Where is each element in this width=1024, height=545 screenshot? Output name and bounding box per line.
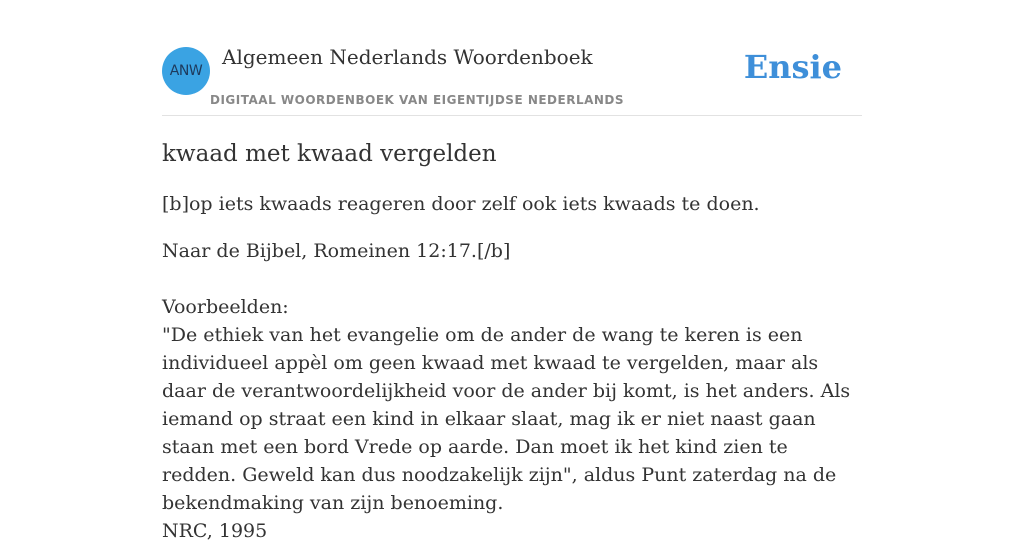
- entry-headword: kwaad met kwaad vergelden: [162, 141, 497, 167]
- ensie-brand-logo[interactable]: Ensie: [743, 48, 842, 86]
- site-title[interactable]: Algemeen Nederlands Woordenboek: [222, 45, 593, 69]
- anw-logo[interactable]: [162, 47, 210, 95]
- entry-definition: [b]op iets kwaads reageren door zelf ook iets kwaads te doen.: [162, 193, 760, 215]
- entry-source-note: Naar de Bijbel, Romeinen 12:17.[/b]: [162, 240, 511, 262]
- entry-content: [162, 138, 862, 545]
- examples-label: Voorbeelden:: [162, 296, 289, 318]
- logo-text: ANW: [169, 63, 203, 79]
- example-quote: "De ethiek van het evangelie om de ander de wang te keren is een individueel appèl om geen kwaad met kwaad te vergelden, maar als daar de verantwoordelijkheid voor de ander bij komt, is het anders. Als iemand op straat een kind in elkaar slaat, mag ik er niet naast gaan staan met een bord Vrede op aarde. Dan moet ik het kind zien te redden. Geweld kan dus noodzakelijk zijn", aldus Punt zaterdag na de bekendmaking van zijn benoeming.: [162, 324, 851, 514]
- site-subtitle: DIGITAAL WOORDENBOEK VAN EIGENTIJDSE NEDERLANDS: [210, 93, 625, 107]
- site-header: [162, 0, 862, 116]
- example-source: NRC, 1995: [162, 520, 268, 542]
